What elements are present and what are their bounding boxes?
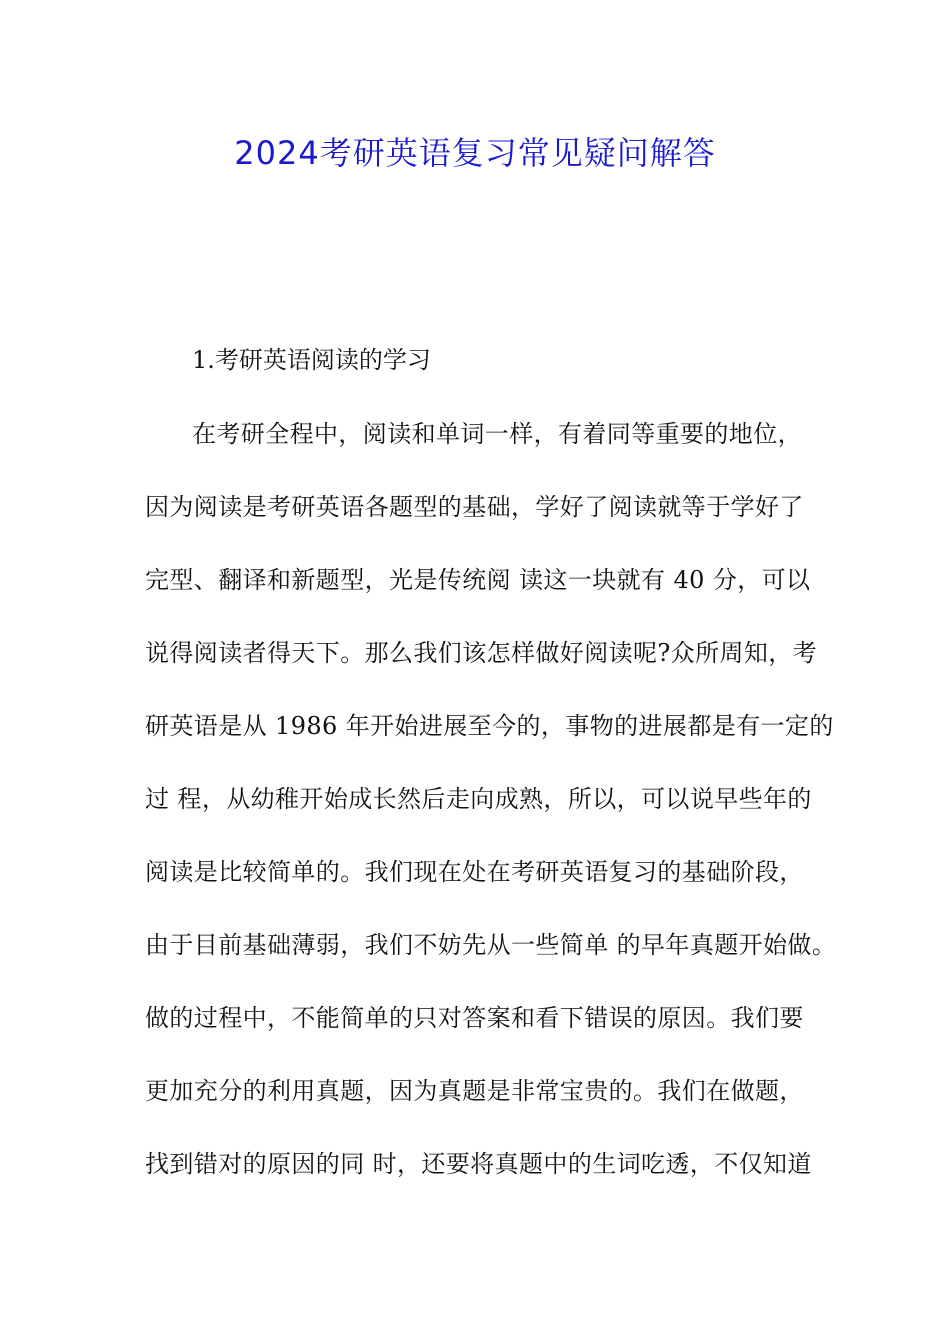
paragraph-line: 研英语是从 1986 年开始进展至今的，事物的进展都是有一定的 (145, 712, 834, 740)
paragraph-line: 说得阅读者得天下。那么我们该怎样做好阅读呢?众所周知，考 (145, 639, 818, 667)
paragraph-line: 找到错对的原因的同 时，还要将真题中的生词吃透，不仅知道 (145, 1150, 812, 1178)
paragraph-line: 做的过程中，不能简单的只对答案和看下错误的原因。我们要 (145, 1004, 804, 1032)
paragraph-line: 由于目前基础薄弱，我们不妨先从一些简单 的早年真题开始做。 (145, 931, 837, 959)
section-heading: 1.考研英语阅读的学习 (192, 346, 431, 374)
paragraph-line: 更加充分的利用真题，因为真题是非常宝贵的。我们在做题， (145, 1077, 804, 1105)
paragraph-line: 阅读是比较简单的。我们现在处在考研英语复习的基础阶段， (145, 858, 804, 886)
paragraph-line: 在考研全程中，阅读和单词一样，有着同等重要的地位， (192, 420, 802, 448)
paragraph-line: 因为阅读是考研英语各题型的基础，学好了阅读就等于学好了 (145, 493, 804, 521)
paragraph-line: 过 程，从幼稚开始成长然后走向成熟，所以，可以说早些年的 (145, 785, 812, 813)
document-title: 2024考研英语复习常见疑问解答 (234, 134, 716, 172)
paragraph-line: 完型、翻译和新题型，光是传统阅 读这一块就有 40 分，可以 (145, 566, 811, 594)
